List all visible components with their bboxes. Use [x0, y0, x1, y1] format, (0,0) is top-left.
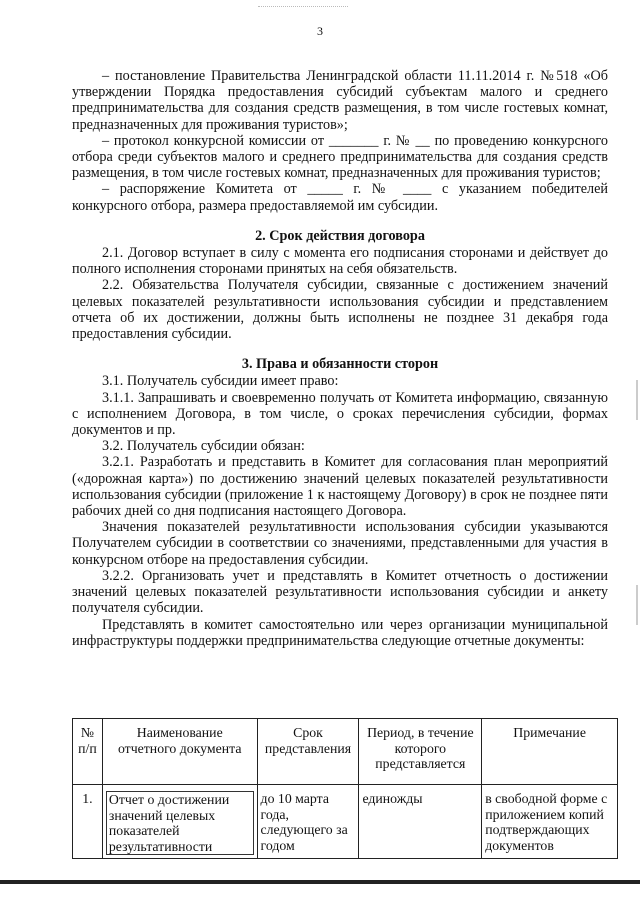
section-heading: 2. Срок действия договора [255, 227, 425, 244]
paragraph: 3.2. Получатель субсидии обязан: [102, 438, 305, 455]
cell-number: 1. [73, 785, 103, 859]
cell-document-text: Отчет о достижении значений целевых показателей результативности [106, 791, 254, 855]
table-header-row [73, 719, 618, 785]
section-heading: 3. Права и обязанности сторон [241, 356, 439, 373]
cell-note: в свободной форме с приложением копий подтверждающих документов [482, 785, 618, 859]
cell-deadline: до 10 марта года, следующего за годом [257, 785, 359, 859]
scan-edge-mark [636, 380, 638, 420]
scan-bottom-edge [0, 880, 640, 884]
scan-artifact [258, 6, 348, 11]
header-cell-note: Примечание [482, 719, 618, 785]
cell-period: единожды [359, 785, 482, 859]
page-number: 3 [317, 24, 323, 38]
header-cell-period: Период, в течение которого представляется [359, 719, 482, 785]
paragraph: Представлять в комитет самостоятельно или через организации муниципальной инфраструктуры поддержки предпринимательства следующие отчетные документы: [72, 616, 608, 649]
header-cell-document: Наименование отчетного документа [102, 719, 257, 785]
table-row [73, 785, 618, 859]
paragraph: 3.1.1. Запрашивать и своевременно получать от Комитета информацию, связанную с исполнением Договора, в том числе, о сроках перечисления субсидии, формах документов и пр. [72, 389, 608, 439]
cell-document [102, 785, 257, 859]
paragraph: – распоряжение Комитета от _____ г. № ____ с указанием победителей конкурсного отбора, размера предоставляемой им субсидии. [72, 181, 608, 214]
paragraph: Значения показателей результативности использования субсидии указываются Получателем субсидии в соответствии со значениями, представленными для участия в конкурсном отборе на предоставления субсидии. [72, 519, 608, 568]
scan-edge-mark [636, 585, 638, 625]
paragraph: 3.2.2. Организовать учет и представлять в Комитет отчетность о достижении значений целевых показателей результативности использования субсидии и анкету получателя субсидии. [72, 567, 608, 617]
header-cell-deadline: Срок представления [257, 719, 359, 785]
paragraph: – постановление Правительства Ленинградской области 11.11.2014 г. №518 «Об утверждении Порядка предоставления субсидий субъектам малого и среднего предпринимательства для создания средств размещения, в том числе гостевых комнат, предназначенных для проживания туристов»; [72, 68, 608, 133]
header-cell-number: № п/п [73, 719, 103, 785]
paragraph: 2.2. Обязательства Получателя субсидии, связанные с достижением значений целевых показателей результативности использования субсидии и представлением отчета об их достижении, должны быть исполнены не позднее 31 декабря года предоставления субсидии. [72, 277, 608, 343]
paragraph: 3.2.1. Разработать и представить в Комитет для согласования план мероприятий («дорожная карта») по достижению значений целевых показателей результативности использования субсидии (приложение 1 к настоящему Договору) в срок не позднее пяти рабочих дней со дня подписания настоящего Договора. [72, 454, 608, 520]
paragraph: 2.1. Договор вступает в силу с момента его подписания сторонами и действует до полного исполнения сторонами принятых на себя обязательств. [72, 245, 608, 278]
report-documents-table [72, 718, 618, 859]
document-body [72, 68, 608, 649]
paragraph: 3.1. Получатель субсидии имеет право: [102, 373, 339, 390]
paragraph: – протокол конкурсной комиссии от _______ г. № __ по проведению конкурсного отбора среди субъектов малого и среднего предпринимательства для создания средств размещения, в том числе гостевых комнат, предназначенных для проживания туристов; [72, 132, 608, 182]
